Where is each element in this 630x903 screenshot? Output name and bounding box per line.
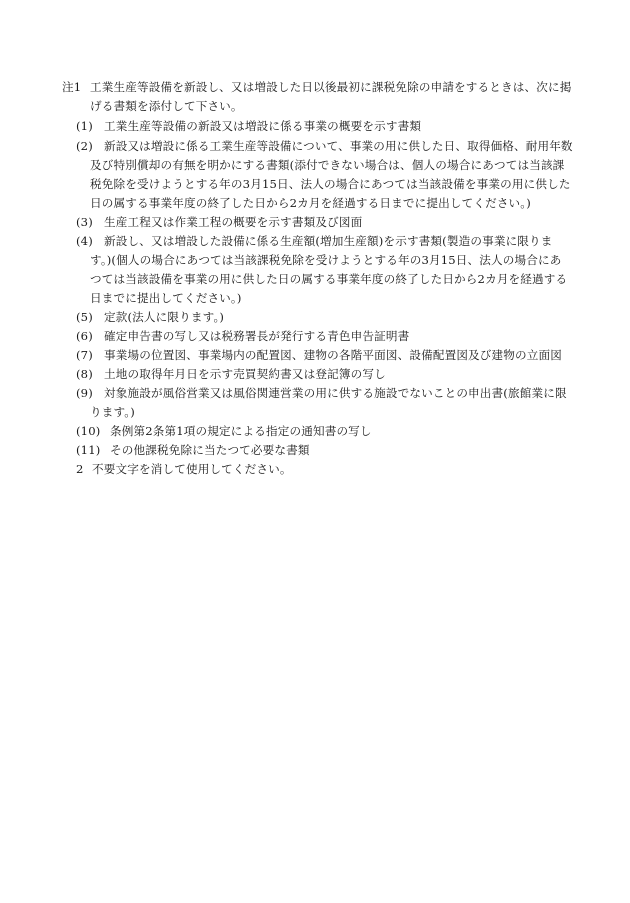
- item-text: 定款(法人に限ります。): [104, 310, 225, 324]
- item-text: 確定申告書の写し又は税務署長が発行する青色申告証明書: [104, 329, 410, 343]
- item-text: 生産工程又は作業工程の概要を示す書類及び図面: [104, 215, 363, 229]
- item-number: (3): [76, 215, 93, 229]
- item-number: (7): [76, 348, 93, 362]
- item-text-continuation: 税免除を受けようとする年の3月15日、法人の場合にあつては当該設備を事業の用に供した: [90, 177, 571, 191]
- item-number: (8): [76, 367, 93, 381]
- note2-text: 不要文字を消して使用してください。: [92, 462, 292, 476]
- item-number: (10): [76, 424, 101, 438]
- item-text-continuation: 及び特別償却の有無を明かにする書類(添付できない場合は、個人の場合にあつては当該課: [90, 158, 565, 172]
- item-text: 条例第2条第1項の規定による指定の通知書の写し: [110, 424, 372, 438]
- item-text: 対象施設が風俗営業又は風俗関連営業の用に供する施設でないことの申出書(旅館業に限: [104, 386, 567, 400]
- item-text: 工業生産等設備の新設又は増設に係る事業の概要を示す書類: [104, 119, 422, 133]
- note1-text-line1: 工業生産等設備を新設し、又は増設した日以後最初に課税免除の申請をするときは、次に掲: [90, 80, 572, 94]
- note2-label: 2: [76, 462, 84, 476]
- item-number: (4): [76, 234, 93, 248]
- note1-label: 注1: [62, 80, 82, 94]
- item-text: 土地の取得年月日を示す売買契約書又は登記簿の写し: [104, 367, 386, 381]
- item-text: 事業場の位置図、事業場内の配置図、建物の各階平面図、設備配置図及び建物の立面図: [104, 348, 563, 362]
- item-number: (2): [76, 139, 93, 153]
- item-number: (6): [76, 329, 93, 343]
- item-text-continuation: す。)(個人の場合にあつては当該課税免除を受けようとする年の3月15日、法人の場合にあ: [90, 253, 562, 267]
- item-text-continuation: 日までに提出してください。): [90, 291, 242, 305]
- item-text-continuation: ります。): [90, 405, 135, 419]
- item-text: 新設し、又は増設した設備に係る生産額(増加生産額)を示す書類(製造の事業に限りま: [104, 234, 553, 248]
- item-text-continuation: 日の属する事業年度の終了した日から2カ月を経過する日までに提出してください。): [90, 196, 531, 210]
- item-text: 新設又は増設に係る工業生産等設備について、事業の用に供した日、取得価格、耐用年数: [104, 139, 573, 153]
- item-text: その他課税免除に当たつて必要な書類: [110, 443, 310, 457]
- item-number: (9): [76, 386, 93, 400]
- note1-text-line2: げる書類を添付して下さい。: [90, 99, 243, 113]
- item-number: (1): [76, 119, 93, 133]
- item-number: (5): [76, 310, 93, 324]
- item-number: (11): [76, 443, 101, 457]
- item-text-continuation: つては当該設備を事業の用に供した日の属する事業年度の終了した日から2カ月を経過する: [90, 272, 568, 286]
